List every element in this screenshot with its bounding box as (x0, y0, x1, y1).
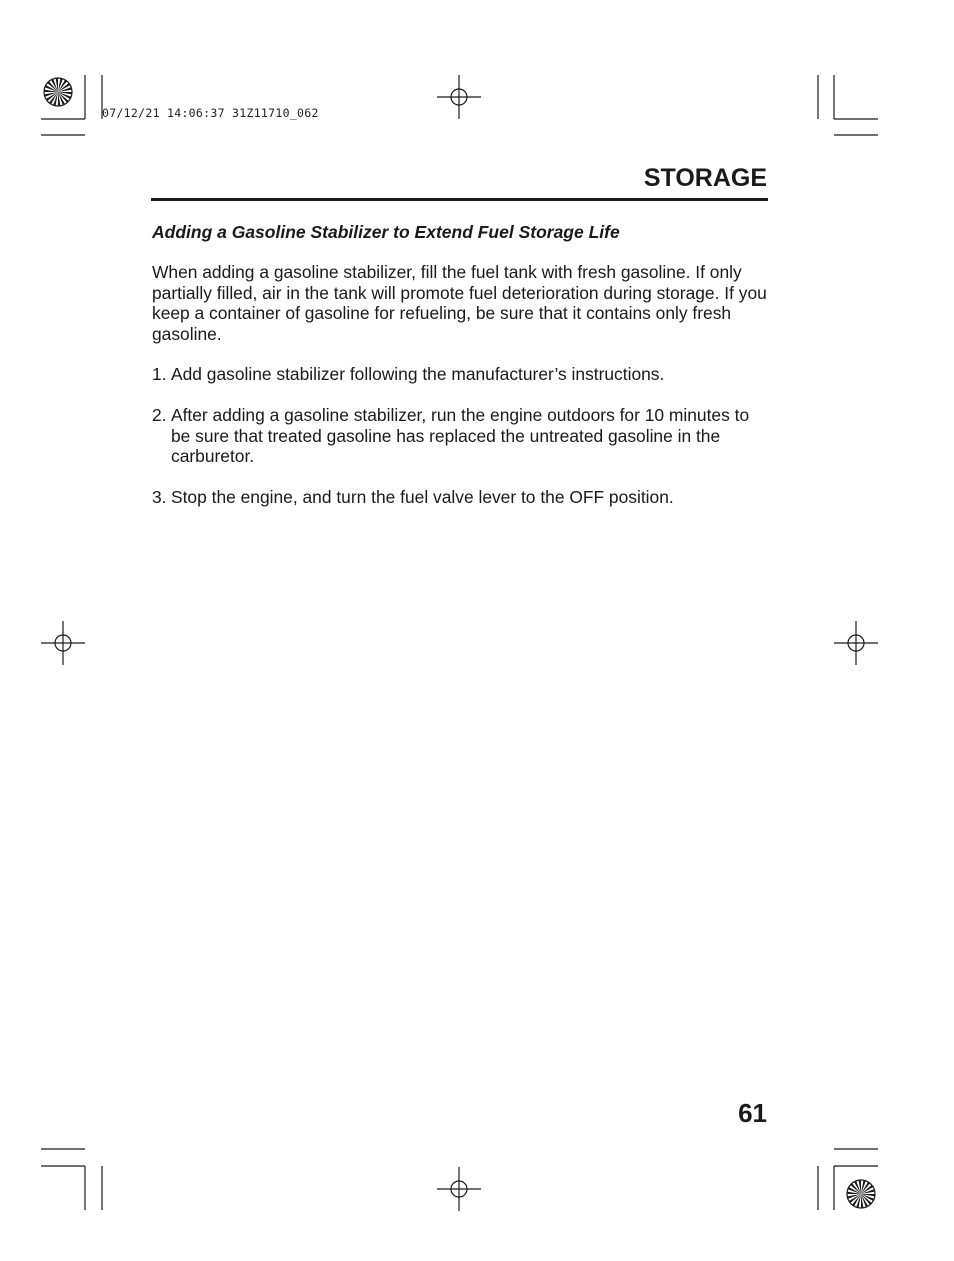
registration-crosshair-icon (437, 1167, 481, 1211)
registration-starburst-icon (847, 1180, 875, 1208)
section-title: STORAGE (643, 164, 767, 192)
page-number: 61 (738, 1098, 767, 1128)
subheading: Adding a Gasoline Stabilizer to Extend Fuel Storage Life (152, 222, 620, 242)
step-item (152, 487, 772, 508)
step-item (152, 364, 772, 385)
body-text (152, 262, 772, 527)
registration-crosshair-icon (41, 621, 85, 665)
step-text: Stop the engine, and turn the fuel valve lever to the OFF position. (171, 486, 674, 507)
step-item (152, 405, 772, 467)
print-slug: 07/12/21 14:06:37 31Z11710_062 (102, 106, 319, 120)
crop-mark-icon (41, 1149, 102, 1210)
step-number: 3. (152, 486, 167, 507)
intro-paragraph: When adding a gasoline stabilizer, fill the fuel tank with fresh gasoline. If only partially filled, air in the tank will promote fuel deterioration during storage. If you keep a container of gasoline for refueling, be sure that it contains only fresh gasoline. (152, 262, 767, 344)
registration-crosshair-icon (834, 621, 878, 665)
registration-starburst-icon (44, 78, 72, 106)
registration-crosshair-icon (437, 75, 481, 119)
step-number: 2. (152, 404, 167, 425)
crop-mark-icon (818, 75, 878, 135)
step-text: Add gasoline stabilizer following the manufacturer’s instructions. (171, 364, 665, 385)
step-text: After adding a gasoline stabilizer, run the engine outdoors for 10 minutes to be sure that treated gasoline has replaced the untreated gasoline in the carburetor. (171, 404, 750, 467)
step-number: 1. (152, 364, 167, 385)
title-rule (151, 198, 768, 201)
